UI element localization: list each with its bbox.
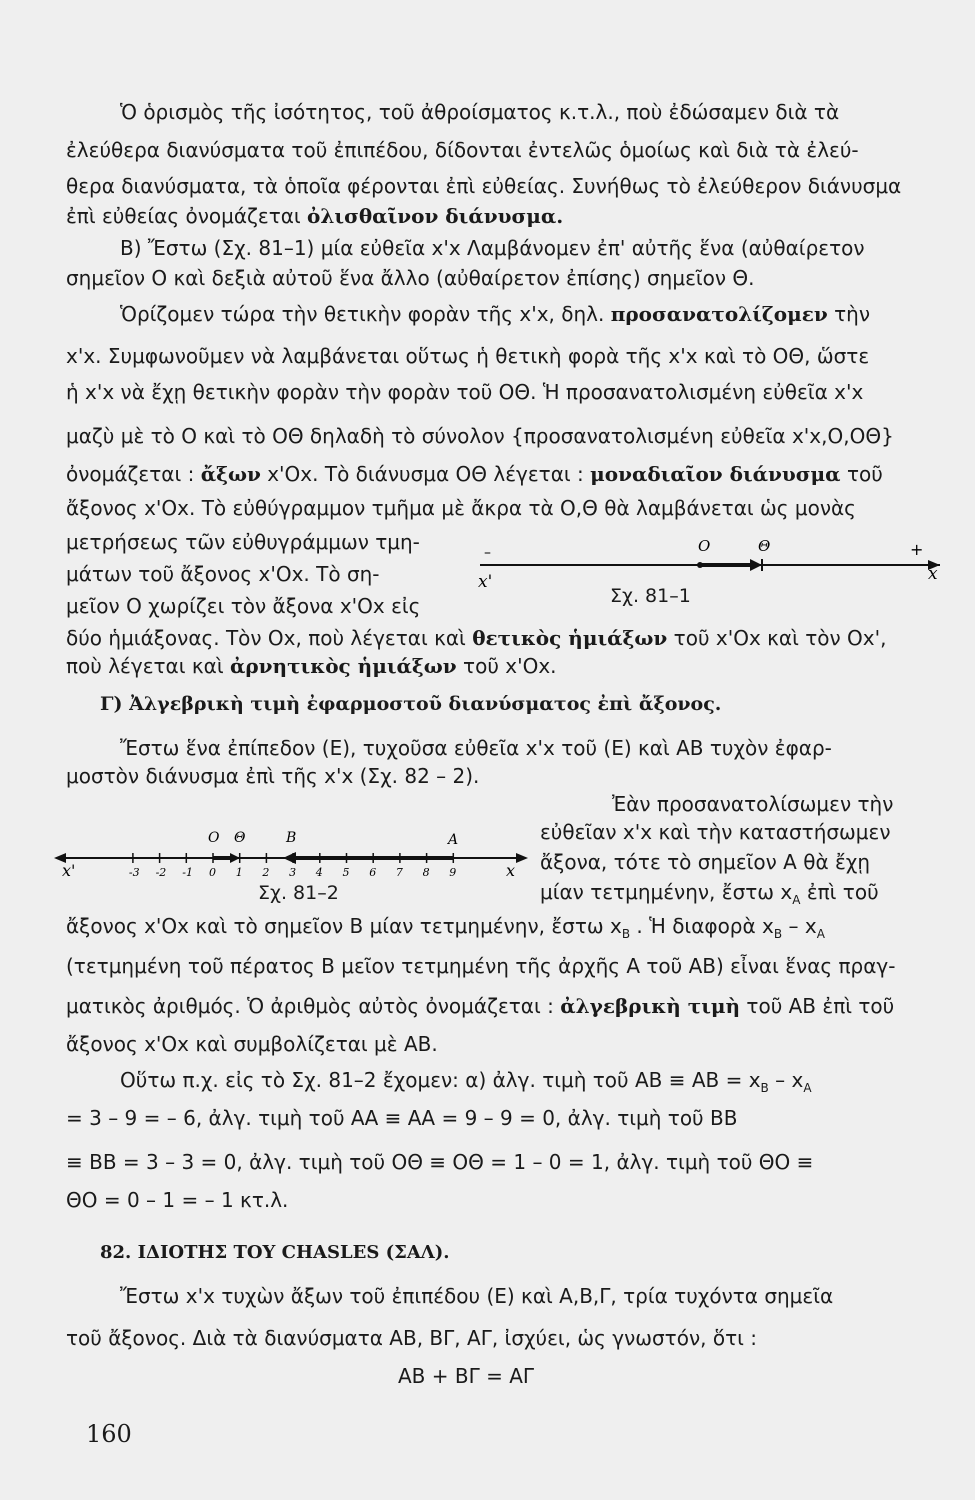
text-span: ματικὸς ἀριθμός. Ὁ ἀριθμὸς αὐτὸς ὀνομάζεται :: [66, 994, 554, 1018]
subscript-A: A: [792, 893, 801, 907]
term-bold: θετικὸς ἡμιάξων: [472, 626, 668, 650]
text-line-2: ἐλεύθερα διανύσματα τοῦ ἐπιπέδου, δίδονται ἐντελῶς ὁμοίως καὶ διὰ τὰ ἐλεύ-: [66, 138, 859, 162]
subscript-B: B: [621, 927, 631, 941]
text-line-3: θερα διανύσματα, τὰ ὁποῖα φέρονται ἐπὶ εὐθείας. Συνήθως τὸ ἐλεύθερον διάνυσμα: [66, 174, 902, 198]
text-line-23: [540, 878, 879, 914]
text-line-17: [66, 652, 557, 680]
text-line-20: Ἐὰν προσανατολίσωμεν τὴν: [612, 792, 894, 816]
text-span: Ὁρίζομεν τώρα τὴν θετικὴν φορὰν τῆς x'x, δηλ.: [120, 302, 605, 326]
text-span: Οὕτω π.χ. εἰς τὸ Σχ. 81–2 ἔχομεν: α) ἀλγ. τιμὴ τοῦ ΑΒ ≡ ΑΒ = x: [120, 1068, 761, 1092]
tick-label: 7: [395, 866, 403, 879]
tick-label: 8: [422, 866, 430, 879]
text-line-28: [120, 1066, 812, 1102]
subscript-A: A: [816, 927, 825, 941]
text-line-1: Ὁ ὁρισμὸς τῆς ἰσότητος, τοῦ ἀθροίσματος κ.τ.λ., ποὺ ἐδώσαμεν διὰ τὰ: [120, 100, 840, 124]
text-line-29: = 3 – 9 = – 6, ἀλγ. τιμὴ τοῦ ΑΑ ≡ ΑΑ = 9 – 9 = 0, ἀλγ. τιμὴ τοῦ ΒΒ: [66, 1106, 738, 1130]
text-line-4: [66, 202, 563, 230]
text-line-13: μετρήσεως τῶν εὐθυγράμμων τμη-: [66, 530, 420, 554]
tick-label: -2: [155, 866, 167, 879]
tick-label: 9: [449, 866, 457, 879]
text-span: ἐπὶ τοῦ: [806, 880, 879, 904]
page-number: 160: [86, 1420, 132, 1448]
caption-fig-81-1: Σχ. 81–1: [610, 585, 691, 607]
unit-vector-arrowhead: [750, 559, 762, 571]
text-line-26: [66, 992, 894, 1020]
label-O: O: [208, 830, 220, 846]
text-line-15: μεῖον Ο χωρίζει τὸν ἄξονα x'Οx εἰς: [66, 594, 421, 618]
tick-label: 5: [342, 866, 350, 879]
text-span: x'Οx. Τὸ διάνυσμα ΟΘ λέγεται :: [267, 462, 584, 486]
subsection-heading-gamma: Γ) Ἀλγεβρικὴ τιμὴ ἐφαρμοστοῦ διανύσματος ἐπὶ ἄξονος.: [100, 693, 722, 715]
text-span: τοῦ x'Οx.: [463, 654, 557, 678]
tick-label: 0: [209, 866, 216, 879]
term-bold: ἄξων: [200, 462, 261, 486]
text-line-31: ΘΟ = 0 – 1 = – 1 κτ.λ.: [66, 1188, 289, 1212]
text-line-10: μαζὺ μὲ τὸ Ο καὶ τὸ ΟΘ δηλαδὴ τὸ σύνολον {προσανατολισμένη εὐθεῖα x'x,Ο,ΟΘ}: [66, 424, 894, 448]
label-O: O: [698, 537, 711, 555]
term-bold: ὀλισθαῖνον διάνυσμα.: [307, 204, 564, 228]
label-x-prime: x': [62, 861, 76, 880]
text-line-27: ἄξονος x'Οx καὶ συμβολίζεται μὲ ΑΒ.: [66, 1032, 438, 1056]
label-Theta: Θ: [758, 537, 771, 555]
text-line-33: τοῦ ἄξονος. Διὰ τὰ διανύσματα ΑΒ, ΒΓ, ΑΓ, ἰσχύει, ὡς γνωστόν, ὅτι :: [66, 1326, 757, 1350]
text-line-16: [66, 624, 886, 652]
text-span: ποὺ λέγεται καὶ: [66, 654, 224, 678]
text-line-11: [66, 460, 883, 488]
label-x-prime: x': [478, 572, 493, 592]
text-span: τοῦ ΑΒ ἐπὶ τοῦ: [746, 994, 895, 1018]
text-span: ἄξονος x'Οx καὶ τὸ σημεῖον Β μίαν τετμημένην, ἔστω x: [66, 914, 622, 938]
text-line-32: Ἔστω x'x τυχὼν ἄξων τοῦ ἐπιπέδου (Ε) καὶ Α,Β,Γ, τρία τυχόντα σημεῖα: [120, 1284, 834, 1308]
term-bold: προσανατολίζομεν: [610, 302, 828, 326]
point-O: [697, 562, 703, 568]
text-line-7: [120, 300, 870, 328]
subscript-B: B: [773, 927, 783, 941]
text-span: ἐπὶ εὐθείας ὀνομάζεται: [66, 204, 301, 228]
text-span: . Ἡ διαφορὰ x: [636, 914, 774, 938]
axis-arrowhead: [516, 853, 528, 863]
term-bold: ἀρνητικὸς ἡμιάξων: [229, 654, 457, 678]
term-bold: μοναδιαῖον διάνυσμα: [590, 462, 841, 486]
label-Theta: Θ: [234, 830, 246, 846]
subscript-A: A: [803, 1081, 812, 1095]
text-span: – x: [788, 914, 817, 938]
text-span: δύο ἡμιάξονας. Τὸν Οx, ποὺ λέγεται καὶ: [66, 626, 466, 650]
text-line-5: Β) Ἔστω (Σχ. 81–1) μία εὐθεῖα x'x Λαμβάνομεν ἐπ' αὐτῆς ἕνα (αὐθαίρετον: [120, 236, 865, 260]
tick-label: 1: [235, 866, 243, 879]
text-span: – x: [775, 1068, 804, 1092]
text-span: ὀνομάζεται :: [66, 462, 195, 486]
label-x: x: [928, 564, 938, 584]
axis-figure-81-1: [470, 535, 950, 595]
label-B: B: [286, 830, 297, 846]
text-line-19: μοστὸν διάνυσμα ἐπὶ τῆς x'x (Σχ. 82 – 2).: [66, 764, 480, 788]
term-bold: ἀλγεβρικὴ τιμὴ: [560, 994, 741, 1018]
text-line-24: [66, 912, 825, 948]
text-line-30: ≡ ΒΒ = 3 – 3 = 0, ἀλγ. τιμὴ τοῦ ΟΘ ≡ ΟΘ = 1 – 0 = 1, ἀλγ. τιμὴ τοῦ ΘΟ ≡: [66, 1150, 814, 1174]
tick-label: 6: [369, 866, 377, 879]
text-span: τοῦ: [846, 462, 883, 486]
text-line-14: μάτων τοῦ ἄξονος x'Οx. Τὸ ση-: [66, 562, 380, 586]
subscript-B: B: [760, 1081, 769, 1095]
text-span: τὴν: [834, 302, 871, 326]
text-line-8: x'x. Συμφωνοῦμεν νὰ λαμβάνεται οὕτως ἡ θετικὴ φορὰ τῆς x'x καὶ τὸ ΟΘ, ὥστε: [66, 344, 870, 368]
chasles-formula: ΑΒ + ΒΓ = ΑΓ: [398, 1364, 535, 1388]
label-x: x: [506, 861, 516, 880]
text-line-25: (τετμημένη τοῦ πέρατος Β μεῖον τετμημένη τῆς ἀρχῆς Α τοῦ ΑΒ) εἶναι ἕνας πραγ-: [66, 954, 896, 978]
label-plus: +: [910, 540, 924, 559]
vector-AB-arrowhead: [283, 852, 296, 864]
label-A: A: [448, 832, 459, 848]
tick-label: 3: [289, 866, 297, 879]
text-line-21: εὐθεῖαν x'x καὶ τὴν καταστήσωμεν: [540, 820, 891, 844]
text-span: τοῦ x'Οx καὶ τὸν Οx',: [673, 626, 887, 650]
text-line-12: ἄξονος x'Οx. Τὸ εὐθύγραμμον τμῆμα μὲ ἄκρα τὰ Ο,Θ θὰ λαμβάνεται ὡς μονὰς: [66, 496, 856, 520]
text-line-9: ἡ x'x νὰ ἔχῃ θετικὴν φορὰν τὴν φορὰν τοῦ ΟΘ. Ἡ προσανατολισμένη εὐθεῖα x'x: [66, 380, 864, 404]
label-minus: –: [484, 545, 491, 561]
section-heading-82: 82. ΙΔΙΟΤΗΣ ΤΟΥ CHASLES (ΣΑΛ).: [100, 1242, 450, 1263]
text-line-18: Ἔστω ἕνα ἐπίπεδον (Ε), τυχοῦσα εὐθεῖα x'x τοῦ (Ε) καὶ ΑΒ τυχὸν ἐφαρ-: [120, 736, 832, 760]
text-line-6: σημεῖον Ο καὶ δεξιὰ αὐτοῦ ἕνα ἄλλο (αὐθαίρετον ἐπίσης) σημεῖον Θ.: [66, 266, 755, 290]
text-line-22: ἄξονα, τότε τὸ σημεῖον Α θὰ ἔχῃ: [540, 850, 871, 874]
tick-label: 4: [315, 866, 323, 879]
tick-label: 2: [262, 866, 270, 879]
tick-label: -3: [128, 866, 140, 879]
caption-fig-81-2: Σχ. 81–2: [258, 882, 339, 904]
tick-label: -1: [182, 866, 194, 879]
text-span: μίαν τετμημένην, ἔστω x: [540, 880, 793, 904]
vector-OTheta-arrowhead: [230, 853, 240, 863]
